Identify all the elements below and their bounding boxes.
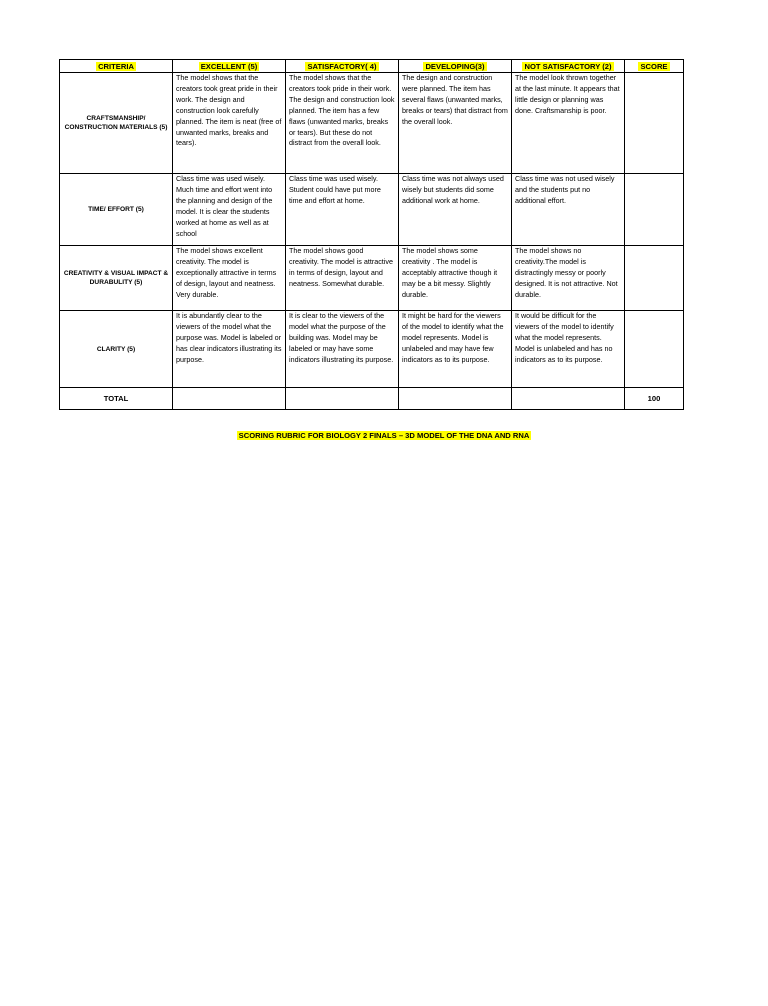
rubric-cell: The model shows that the creators took great pride in their work. The design and construction look carefully planned. The item is neat (free of unwanted marks, breaks and tears). [173, 73, 286, 174]
rubric-cell: Class time was used wisely. Much time and effort went into the planning and design of the model. It is clear the students worked at home as well as at school [173, 174, 286, 246]
rubric-cell: It would be difficult for the viewers of the model to identify what the model represents. Model is unlabeled and has no indicators as to its purpose. [512, 311, 625, 388]
criterion-cell: CREATIVITY & VISUAL IMPACT & DURABULITY (5) [60, 246, 173, 311]
criterion-cell: CLARITY (5) [60, 311, 173, 388]
criterion-cell: CRAFTSMANSHIP/ CONSTRUCTION MATERIALS (5) [60, 73, 173, 174]
table-row [60, 73, 684, 174]
rubric-cell: Class time was not used wisely and the students put no additional effort. [512, 174, 625, 246]
score-cell [625, 311, 684, 388]
header-satisfactory: SATISFACTORY( 4) [286, 60, 399, 73]
rubric-cell: It is abundantly clear to the viewers of the model what the purpose was. Model is labeled or has clear indicators illustrating its purpose. [173, 311, 286, 388]
rubric-cell: The model look thrown together at the last minute. It appears that little design or planning was done. Craftsmanship is poor. [512, 73, 625, 174]
criterion-cell: TIME/ EFFORT (5) [60, 174, 173, 246]
empty-cell [173, 388, 286, 410]
caption-text: SCORING RUBRIC FOR BIOLOGY 2 FINALS – 3D MODEL OF THE DNA AND RNA [238, 431, 530, 440]
header-developing: DEVELOPING(3) [399, 60, 512, 73]
rubric-cell: Class time was not always used wisely but students did some additional work at home. [399, 174, 512, 246]
header-excellent: EXCELLENT (5) [173, 60, 286, 73]
header-not-satisfactory: NOT SATISFACTORY (2) [512, 60, 625, 73]
table-row [60, 174, 684, 246]
table-row [60, 246, 684, 311]
score-cell [625, 174, 684, 246]
score-cell [625, 73, 684, 174]
total-score: 100 [625, 388, 684, 410]
rubric-caption [0, 431, 768, 440]
total-row [60, 388, 684, 410]
rubric-cell: It might be hard for the viewers of the model to identify what the model represents. Model is unlabeled and may have few indicators as to its purpose. [399, 311, 512, 388]
rubric-cell: The design and construction were planned. The item has several flaws (unwanted marks, breaks or tears) that distract from the overall look. [399, 73, 512, 174]
rubric-cell: The model shows no creativity.The model is distractingly messy or poorly designed. It is not attractive. Not durable. [512, 246, 625, 311]
rubric-cell: Class time was used wisely. Student could have put more time and effort at home. [286, 174, 399, 246]
empty-cell [512, 388, 625, 410]
header-row [60, 60, 684, 73]
total-label: TOTAL [60, 388, 173, 410]
score-cell [625, 246, 684, 311]
rubric-cell: It is clear to the viewers of the model what the purpose of the building was. Model may be labeled or may have some indicators illustrating its purpose. [286, 311, 399, 388]
rubric-table [59, 59, 684, 410]
header-score: SCORE [625, 60, 684, 73]
rubric-cell: The model shows that the creators took pride in their work. The design and construction look planned. The item has a few flaws (unwanted marks, breaks or tears). But these do not distract from the overall look. [286, 73, 399, 174]
rubric-cell: The model shows some creativity . The model is acceptably attractive though it may be a bit messy. Slightly durable. [399, 246, 512, 311]
table-row [60, 311, 684, 388]
header-criteria: CRITERIA [60, 60, 173, 73]
rubric-cell: The model shows good creativity. The model is attractive in terms of design, layout and neatness. Somewhat durable. [286, 246, 399, 311]
empty-cell [286, 388, 399, 410]
empty-cell [399, 388, 512, 410]
rubric-cell: The model shows excellent creativity. The model is exceptionally attractive in terms of design, layout and neatness. Very durable. [173, 246, 286, 311]
